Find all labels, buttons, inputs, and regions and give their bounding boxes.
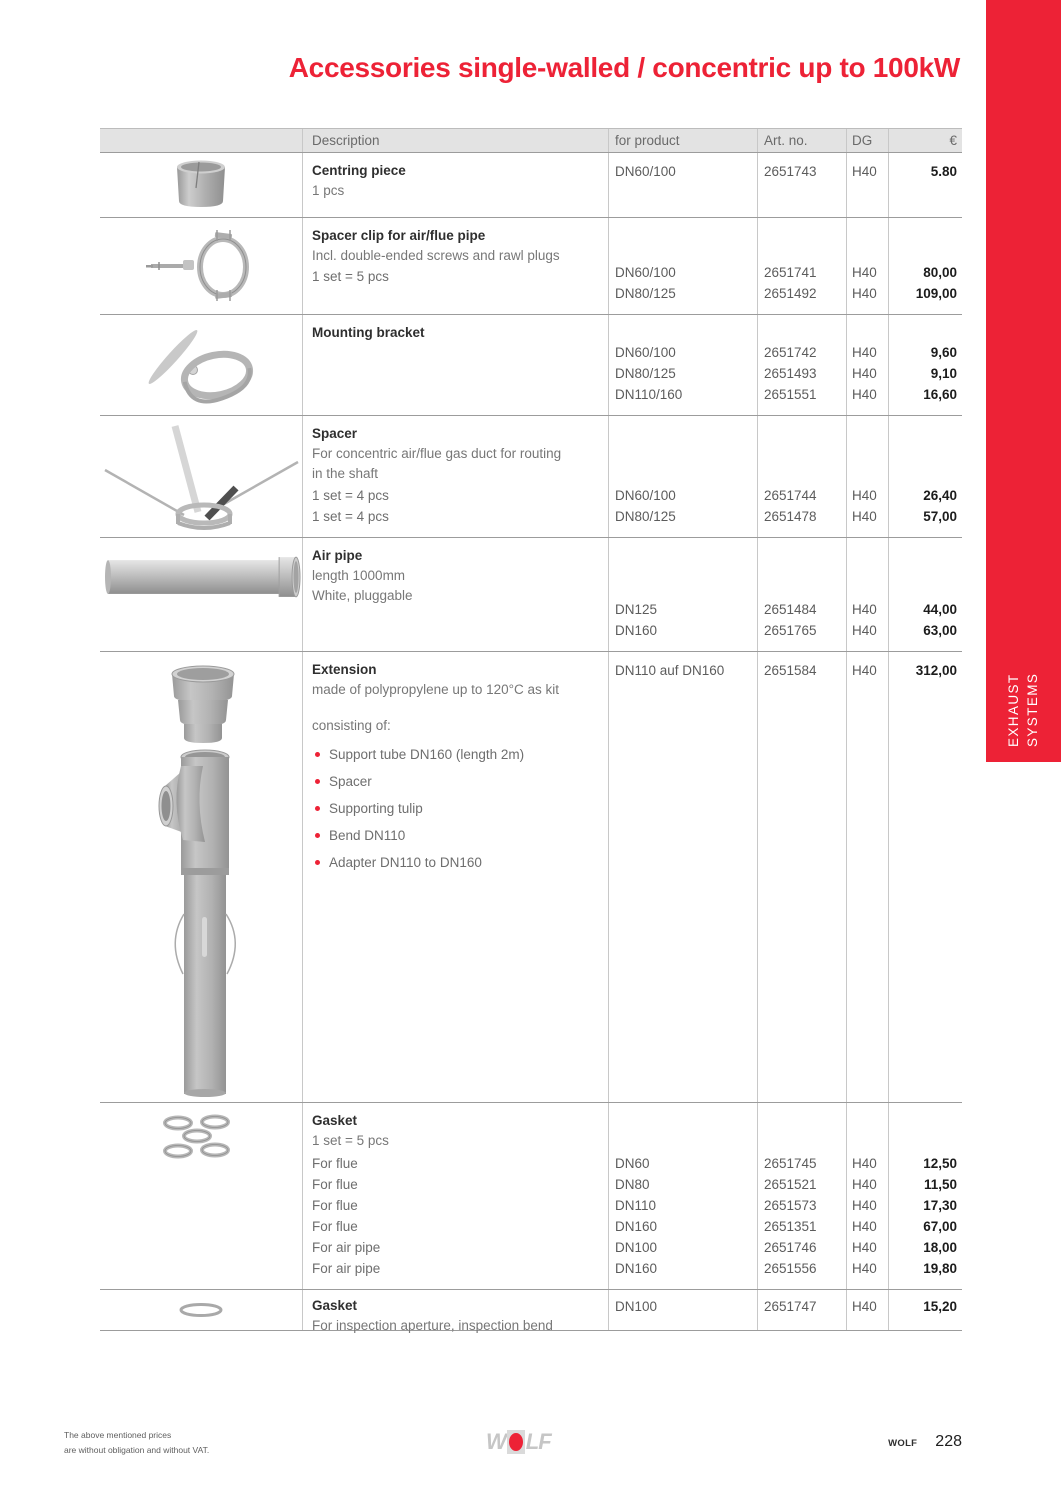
price-value: 57,00 <box>923 509 957 524</box>
for-product-value: DN160 <box>615 1219 658 1234</box>
gasket-inspection-drawing <box>178 1302 224 1318</box>
header-art-no: Art. no. <box>757 129 846 152</box>
header-for-product: for product <box>608 129 757 152</box>
side-tab-label <box>1004 597 1044 747</box>
for-product-value: DN60/100 <box>615 164 676 179</box>
art-no-value: 2651484 <box>764 602 817 617</box>
price-value: 63,00 <box>923 623 957 638</box>
art-no-value: 2651521 <box>764 1177 817 1192</box>
price-value: 16,60 <box>923 387 957 402</box>
dg-value: H40 <box>852 602 877 617</box>
product-title: Gasket <box>312 1113 358 1128</box>
product-desc-line: White, pluggable <box>312 588 413 603</box>
product-image-mounting-bracket <box>100 315 302 415</box>
bullet-icon <box>315 806 320 811</box>
for-product-value: DN60/100 <box>615 488 676 503</box>
variant-label: For flue <box>312 1156 358 1171</box>
dg-value: H40 <box>852 1177 877 1192</box>
art-no-value: 2651744 <box>764 488 817 503</box>
dg-value: H40 <box>852 366 877 381</box>
table-row <box>100 538 962 652</box>
side-tab <box>986 0 1061 762</box>
price-value: 80,00 <box>923 265 957 280</box>
centring-piece-drawing <box>169 158 233 212</box>
footer-note-line2: are without obligation and without VAT. <box>64 1445 210 1455</box>
for-product-value: DN80/125 <box>615 286 676 301</box>
side-tab-line1: EXHAUST <box>1006 673 1021 747</box>
for-product-value: DN80/125 <box>615 509 676 524</box>
price-value: 12,50 <box>923 1156 957 1171</box>
for-product-value: DN100 <box>615 1240 658 1255</box>
dg-value: H40 <box>852 286 877 301</box>
table-row <box>100 315 962 416</box>
art-no-value: 2651742 <box>764 345 817 360</box>
art-no-value: 2651765 <box>764 623 817 638</box>
art-no-value: 2651551 <box>764 387 817 402</box>
page-title: Accessories single-walled / concentric up to 100kW <box>288 52 960 83</box>
consisting-of-label: consisting of: <box>312 718 391 733</box>
header-description: Description <box>302 129 608 152</box>
variant-label: 1 set = 4 pcs <box>312 509 389 524</box>
table-header <box>100 128 962 153</box>
variant-label: For air pipe <box>312 1261 381 1276</box>
price-value: 15,20 <box>923 1299 957 1314</box>
for-product-value: DN80 <box>615 1177 650 1192</box>
product-title: Centring piece <box>312 163 406 178</box>
art-no-value: 2651493 <box>764 366 817 381</box>
for-product-value: DN100 <box>615 1299 658 1314</box>
product-title: Spacer <box>312 426 358 441</box>
logo-o-icon <box>507 1430 525 1454</box>
price-value: 18,00 <box>923 1240 957 1255</box>
logo-letters-lf: LF <box>525 1429 551 1454</box>
table-row <box>100 1290 962 1331</box>
product-desc-line: 1 pcs <box>312 183 345 198</box>
dg-value: H40 <box>852 623 877 638</box>
art-no-value: 2651741 <box>764 265 817 280</box>
for-product-value: DN60/100 <box>615 345 676 360</box>
footer-note-line1: The above mentioned prices <box>64 1430 172 1440</box>
variant-label: 1 set = 4 pcs <box>312 488 389 503</box>
bullet-icon <box>315 833 320 838</box>
dg-value: H40 <box>852 1156 877 1171</box>
product-desc-line: For concentric air/flue gas duct for routing <box>312 446 562 461</box>
variant-label <box>312 287 600 308</box>
product-image-spacer-clip <box>100 218 302 314</box>
product-title: Gasket <box>312 1298 358 1313</box>
art-no-value: 2651573 <box>764 1198 817 1213</box>
footer-note <box>64 1428 209 1458</box>
price-value: 5.80 <box>930 164 957 179</box>
bullet-item: Supporting tulip <box>312 800 600 817</box>
for-product-value: DN110 <box>615 1198 657 1213</box>
for-product-value: DN110 auf DN160 <box>615 663 725 678</box>
dg-value: H40 <box>852 1219 877 1234</box>
product-desc-line: 1 set = 5 pcs <box>312 1133 389 1148</box>
header-dg: DG <box>846 129 888 152</box>
for-product-value: DN160 <box>615 623 658 638</box>
product-title: Air pipe <box>312 548 363 563</box>
variant-label: 1 set = 5 pcs <box>312 269 389 284</box>
product-desc-line: Incl. double-ended screws and rawl plugs <box>312 248 560 263</box>
product-desc-line: length 1000mm <box>312 568 406 583</box>
art-no-value: 2651746 <box>764 1240 817 1255</box>
product-image-centring-piece <box>100 153 302 217</box>
art-no-value: 2651743 <box>764 164 817 179</box>
price-value: 9,10 <box>930 366 957 381</box>
bullet-icon <box>315 779 320 784</box>
product-image-gasket-set <box>100 1103 302 1289</box>
price-value: 19,80 <box>923 1261 957 1276</box>
art-no-value: 2651478 <box>764 509 817 524</box>
table-row <box>100 1103 962 1290</box>
air-pipe-drawing <box>105 548 302 604</box>
product-desc-line: in the shaft <box>312 466 379 481</box>
for-product-value: DN125 <box>615 602 658 617</box>
bullet-item: Adapter DN110 to DN160 <box>312 854 600 871</box>
variant-label: For flue <box>312 1177 358 1192</box>
product-desc-line: For inspection aperture, inspection bend <box>312 1318 553 1333</box>
variant-label: For flue <box>312 1219 358 1234</box>
bullet-icon <box>315 752 320 757</box>
footer-brand: WOLF <box>888 1438 918 1449</box>
page-number: 228 <box>935 1433 962 1450</box>
table-row <box>100 153 962 218</box>
bullet-item: Support tube DN160 (length 2m) <box>312 746 600 763</box>
side-tab-line2: SYSTEMS <box>1025 672 1040 747</box>
product-image-gasket-inspection <box>100 1290 302 1330</box>
variant-label: For flue <box>312 1198 358 1213</box>
extension-drawing <box>153 662 249 1098</box>
art-no-value: 2651747 <box>764 1299 817 1314</box>
for-product-value: DN110/160 <box>615 387 683 402</box>
gasket-set-drawing <box>151 1113 251 1163</box>
dg-value: H40 <box>852 663 877 678</box>
price-value: 17,30 <box>923 1198 957 1213</box>
dg-value: H40 <box>852 387 877 402</box>
bullet-item: Bend DN110 <box>312 827 600 844</box>
table-row <box>100 218 962 315</box>
spacer-drawing <box>101 420 301 534</box>
for-product-value: DN60/100 <box>615 265 676 280</box>
dg-value: H40 <box>852 1261 877 1276</box>
dg-value: H40 <box>852 488 877 503</box>
price-value: 44,00 <box>923 602 957 617</box>
art-no-value: 2651351 <box>764 1219 817 1234</box>
footer-right <box>888 1433 962 1451</box>
mounting-bracket-drawing <box>135 325 267 405</box>
wolf-logo <box>486 1429 551 1455</box>
logo-red-dot-icon <box>509 1433 523 1451</box>
for-product-value: DN160 <box>615 1261 658 1276</box>
bullet-icon <box>315 860 320 865</box>
dg-value: H40 <box>852 1240 877 1255</box>
for-product-value: DN80/125 <box>615 366 676 381</box>
price-value: 9,60 <box>930 345 957 360</box>
dg-value: H40 <box>852 164 877 179</box>
product-table <box>100 128 962 1331</box>
table-row <box>100 652 962 1103</box>
art-no-value: 2651492 <box>764 286 817 301</box>
variant-label: For air pipe <box>312 1240 381 1255</box>
product-desc-line: made of polypropylene up to 120°C as kit <box>312 682 560 697</box>
price-value: 11,50 <box>923 1177 957 1192</box>
product-title: Extension <box>312 662 377 677</box>
product-title: Spacer clip for air/flue pipe <box>312 228 486 243</box>
table-row <box>100 416 962 538</box>
header-image-col <box>100 129 302 152</box>
price-value: 67,00 <box>923 1219 957 1234</box>
header-euro: € <box>888 129 962 152</box>
dg-value: H40 <box>852 1198 877 1213</box>
spacer-clip-drawing <box>145 229 257 303</box>
price-value: 109,00 <box>915 286 957 301</box>
for-product-value: DN60 <box>615 1156 650 1171</box>
bullet-item: Spacer <box>312 773 600 790</box>
product-image-spacer <box>100 416 302 537</box>
dg-value: H40 <box>852 345 877 360</box>
dg-value: H40 <box>852 509 877 524</box>
product-image-air-pipe <box>100 538 302 651</box>
product-title: Mounting bracket <box>312 325 425 340</box>
art-no-value: 2651745 <box>764 1156 817 1171</box>
dg-value: H40 <box>852 1299 877 1314</box>
price-value: 26,40 <box>923 488 957 503</box>
dg-value: H40 <box>852 265 877 280</box>
art-no-value: 2651584 <box>764 663 817 678</box>
art-no-value: 2651556 <box>764 1261 817 1276</box>
logo-letter-w: W <box>486 1429 506 1454</box>
product-image-extension <box>100 652 302 1102</box>
price-value: 312,00 <box>915 663 957 678</box>
